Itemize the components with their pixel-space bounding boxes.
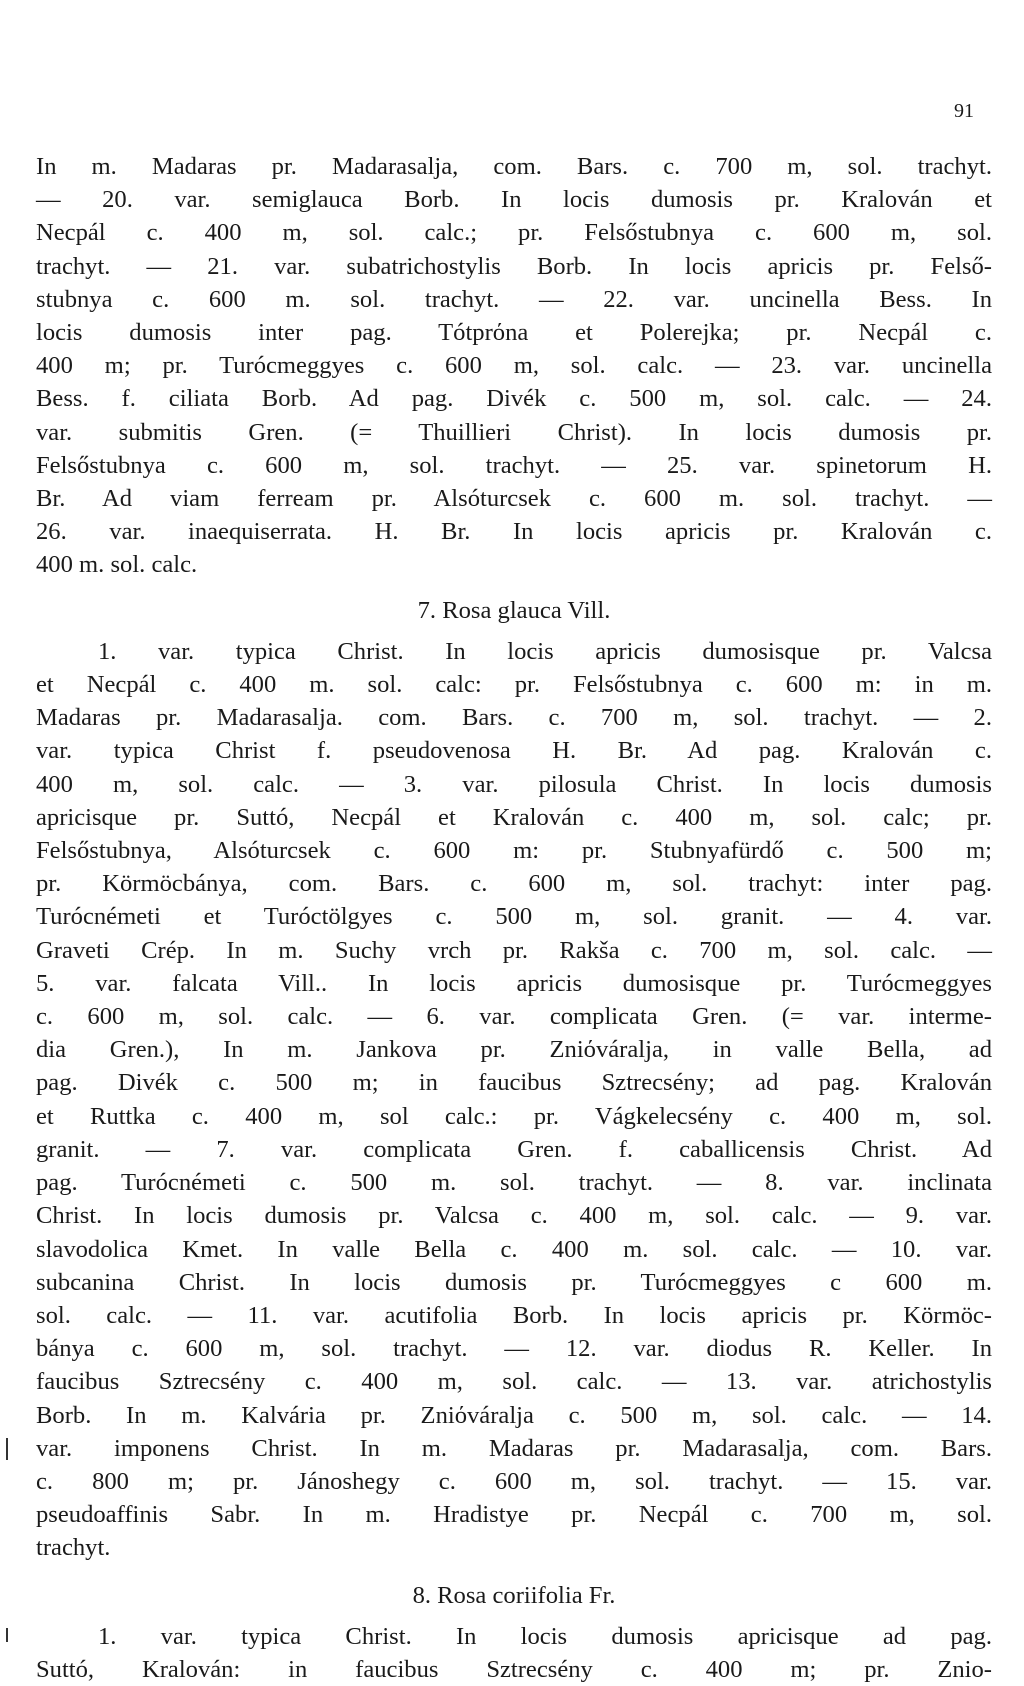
margin-mark	[6, 1628, 8, 1642]
text-line: apricisque pr. Suttó, Necpál et Kralován c. 400 m, sol. calc; pr.	[36, 803, 992, 831]
text-line: Borb. In m. Kalvária pr. Zniόváralja c. 500 m, sol. calc. — 14.	[36, 1401, 992, 1429]
text-line: pr. Körmöcbánya, com. Bars. c. 600 m, sol. trachyt: inter pag.	[36, 870, 992, 898]
text-line: 26. var. inaequiserrata. H. Br. In locis apricis pr. Kralován c.	[36, 518, 992, 546]
text-line: var. submitis Gren. (= Thuillieri Christ). In locis dumosis pr.	[36, 418, 992, 446]
text-line: Felsőstubnya c. 600 m, sol. trachyt. — 25. var. spinetorum H.	[36, 451, 992, 479]
text-line: Christ. In locis dumosis pr. Valcsa c. 400 m, sol. calc. — 9. var.	[36, 1202, 992, 1230]
text-line: Turócnémeti et Turóctölgyes c. 500 m, sol. granit. — 4. var.	[36, 903, 992, 931]
text-line: pag. Turócnémeti c. 500 m. sol. trachyt. — 8. var. inclinata	[36, 1169, 992, 1197]
text-line: et Ruttka c. 400 m, sol calc.: pr. Vágkelecsény c. 400 m, sol.	[36, 1102, 992, 1130]
text-line: pseudoaffinis Sabr. In m. Hradistye pr. Necpál c. 700 m, sol.	[36, 1501, 992, 1529]
page-number: 91	[954, 100, 974, 122]
text-line: 400 m, sol. calc. — 3. var. pilosula Christ. In locis dumosis	[36, 770, 992, 798]
text-line: var. imponens Christ. In m. Madaras pr. Madarasalja, com. Bars.	[36, 1434, 992, 1462]
text-line: c. 600 m, sol. calc. — 6. var. complicata Gren. (= var. interme-	[36, 1003, 992, 1031]
text-line: slavodolica Kmet. In valle Bella c. 400 m. sol. calc. — 10. var.	[36, 1235, 992, 1263]
section-heading-rosa-glauca: 7. Rosa glauca Vill.	[417, 596, 611, 624]
text-line: sol. calc. — 11. var. acutifolia Borb. In locis apricis pr. Körmöc-	[36, 1301, 992, 1329]
text-line: bánya c. 600 m, sol. trachyt. — 12. var. diodus R. Keller. In	[36, 1335, 992, 1363]
text-line: Felsőstubnya, Alsóturcsek c. 600 m: pr. Stubnyafürdő c. 500 m;	[36, 837, 992, 865]
margin-mark	[6, 1438, 8, 1460]
body-text	[36, 150, 992, 1686]
text-line: 1. var. typica Christ. In locis dumosis apricisque ad pag.	[98, 1622, 992, 1650]
section-heading-rosa-coriifolia: 8. Rosa coriifolia Fr.	[412, 1581, 616, 1609]
text-line: Br. Ad viam ferream pr. Alsóturcsek c. 600 m. sol. trachyt. —	[36, 485, 992, 513]
text-line: faucibus Sztrecsény c. 400 m, sol. calc. — 13. var. atrichostylis	[36, 1368, 992, 1396]
text-line: trachyt. — 21. var. subatrichostylis Borb. In locis apricis pr. Felső-	[36, 252, 992, 280]
text-line: In m. Madaras pr. Madarasalja, com. Bars. c. 700 m, sol. trachyt.	[36, 153, 992, 180]
paragraph-rosa-coriifolia	[36, 1620, 992, 1686]
text-line: locis dumosis inter pag. Tótprόna et Polerejka; pr. Necpál c.	[36, 319, 992, 347]
text-line: dia Gren.), In m. Jankova pr. Zniόváralja, in valle Bella, ad	[36, 1036, 992, 1064]
text-line: 5. var. falcata Vill.. In locis apricis dumosisque pr. Turócmeggyes	[36, 969, 992, 997]
text-line: Madaras pr. Madarasalja. com. Bars. c. 700 m, sol. trachyt. — 2.	[36, 704, 992, 732]
text-line: Necpál c. 400 m, sol. calc.; pr. Felsőstubnya c. 600 m, sol.	[36, 219, 992, 247]
text-line: 400 m; pr. Turócmeggyes c. 600 m, sol. calc. — 23. var. uncinella	[36, 352, 992, 380]
text-line: stubnya c. 600 m. sol. trachyt. — 22. var. uncinella Bess. In	[36, 285, 992, 313]
paragraph-rosa-6-continuation	[36, 150, 992, 582]
text-line: subcanina Christ. In locis dumosis pr. Turócmeggyes c 600 m.	[36, 1268, 992, 1296]
text-line: pag. Divék c. 500 m; in faucibus Sztrecsény; ad pag. Kralován	[36, 1069, 992, 1097]
text-line: — 20. var. semiglauca Borb. In locis dumosis pr. Kralován et	[36, 186, 992, 214]
text-line: Bess. f. ciliata Borb. Ad pag. Divék c. 500 m, sol. calc. — 24.	[36, 385, 992, 413]
text-line: var. typica Christ f. pseudovenosa H. Br. Ad pag. Kralován c.	[36, 737, 992, 765]
text-line: c. 800 m; pr. Jánoshegy c. 600 m, sol. trachyt. — 15. var.	[36, 1467, 992, 1495]
text-line: trachyt.	[36, 1534, 111, 1562]
text-line: Suttó, Kralován: in faucibus Sztrecsény c. 400 m; pr. Znio-	[36, 1655, 992, 1683]
text-line: granit. — 7. var. complicata Gren. f. caballicensis Christ. Ad	[36, 1135, 992, 1163]
text-line: et Necpál c. 400 m. sol. calc: pr. Felsőstubnya c. 600 m: in m.	[36, 671, 992, 699]
text-line: Graveti Crép. In m. Suchy vrch pr. Rakša c. 700 m, sol. calc. —	[36, 936, 992, 964]
text-line: 400 m. sol. calc.	[36, 551, 198, 579]
paragraph-rosa-glauca	[36, 635, 992, 1565]
text-line: 1. var. typica Christ. In locis apricis dumosisque pr. Valcsa	[98, 637, 992, 665]
